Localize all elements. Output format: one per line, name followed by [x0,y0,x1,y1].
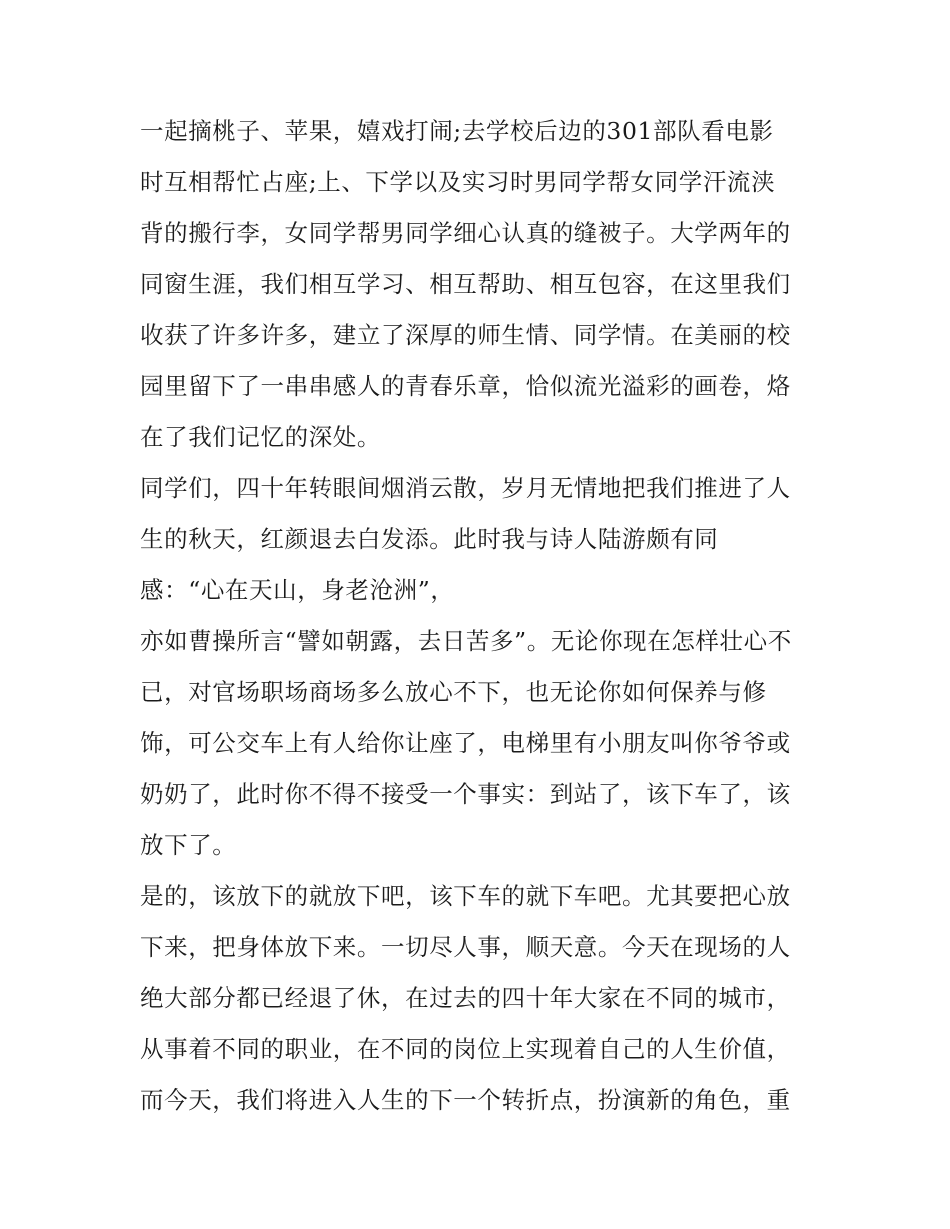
text-line: 同学们，四十年转眼间烟消云散，岁月无情地把我们推进了人 [140,474,791,502]
text-line: 亦如曹操所言“譬如朝露，去日苦多”。无论你现在怎样壮心不 [140,627,792,655]
text-line: 收获了许多许多，建立了深厚的师生情、同学情。在美丽的校 [140,321,791,349]
text-line: 饰，可公交车上有人给你让座了，电梯里有小朋友叫你爷爷或 [140,729,791,757]
text-line: 已，对官场职场商场多么放心不下，也无论你如何保养与修 [140,678,767,706]
text-line: 感：“心在天山，身老沧洲”， [140,576,455,604]
text-line: 生的秋天，红颜退去白发添。此时我与诗人陆游颇有同 [140,525,719,553]
text-line: 同窗生涯，我们相互学习、相互帮助、相互包容，在这里我们 [140,270,791,298]
text-line: 在了我们记忆的深处。 [140,423,381,451]
text-line: 是的，该放下的就放下吧，该下车的就下车吧。尤其要把心放 [140,882,791,910]
text-line: 绝大部分都已经退了休，在过去的四十年大家在不同的城市， [140,984,791,1012]
text-line: 从事着不同的职业，在不同的岗位上实现着自己的人生价值， [140,1035,791,1063]
text-line: 下来，把身体放下来。一切尽人事，顺天意。今天在现场的人 [140,933,791,961]
text-line: 而今天，我们将进入人生的下一个转折点，扮演新的角色，重 [140,1086,791,1114]
text-line: 时互相帮忙占座;上、下学以及实习时男同学帮女同学汗流浃 [140,168,776,196]
document-body [140,106,820,1126]
text-line: 放下了。 [140,831,237,859]
text-line: 奶奶了，此时你不得不接受一个事实：到站了，该下车了，该 [140,780,791,808]
text-line: 园里留下了一串串感人的青春乐章，恰似流光溢彩的画卷，烙 [140,372,791,400]
text-line: 背的搬行李，女同学帮男同学细心认真的缝被子。大学两年的 [140,219,791,247]
text-line: 一起摘桃子、苹果，嬉戏打闹;去学校后边的301部队看电影 [140,117,774,145]
